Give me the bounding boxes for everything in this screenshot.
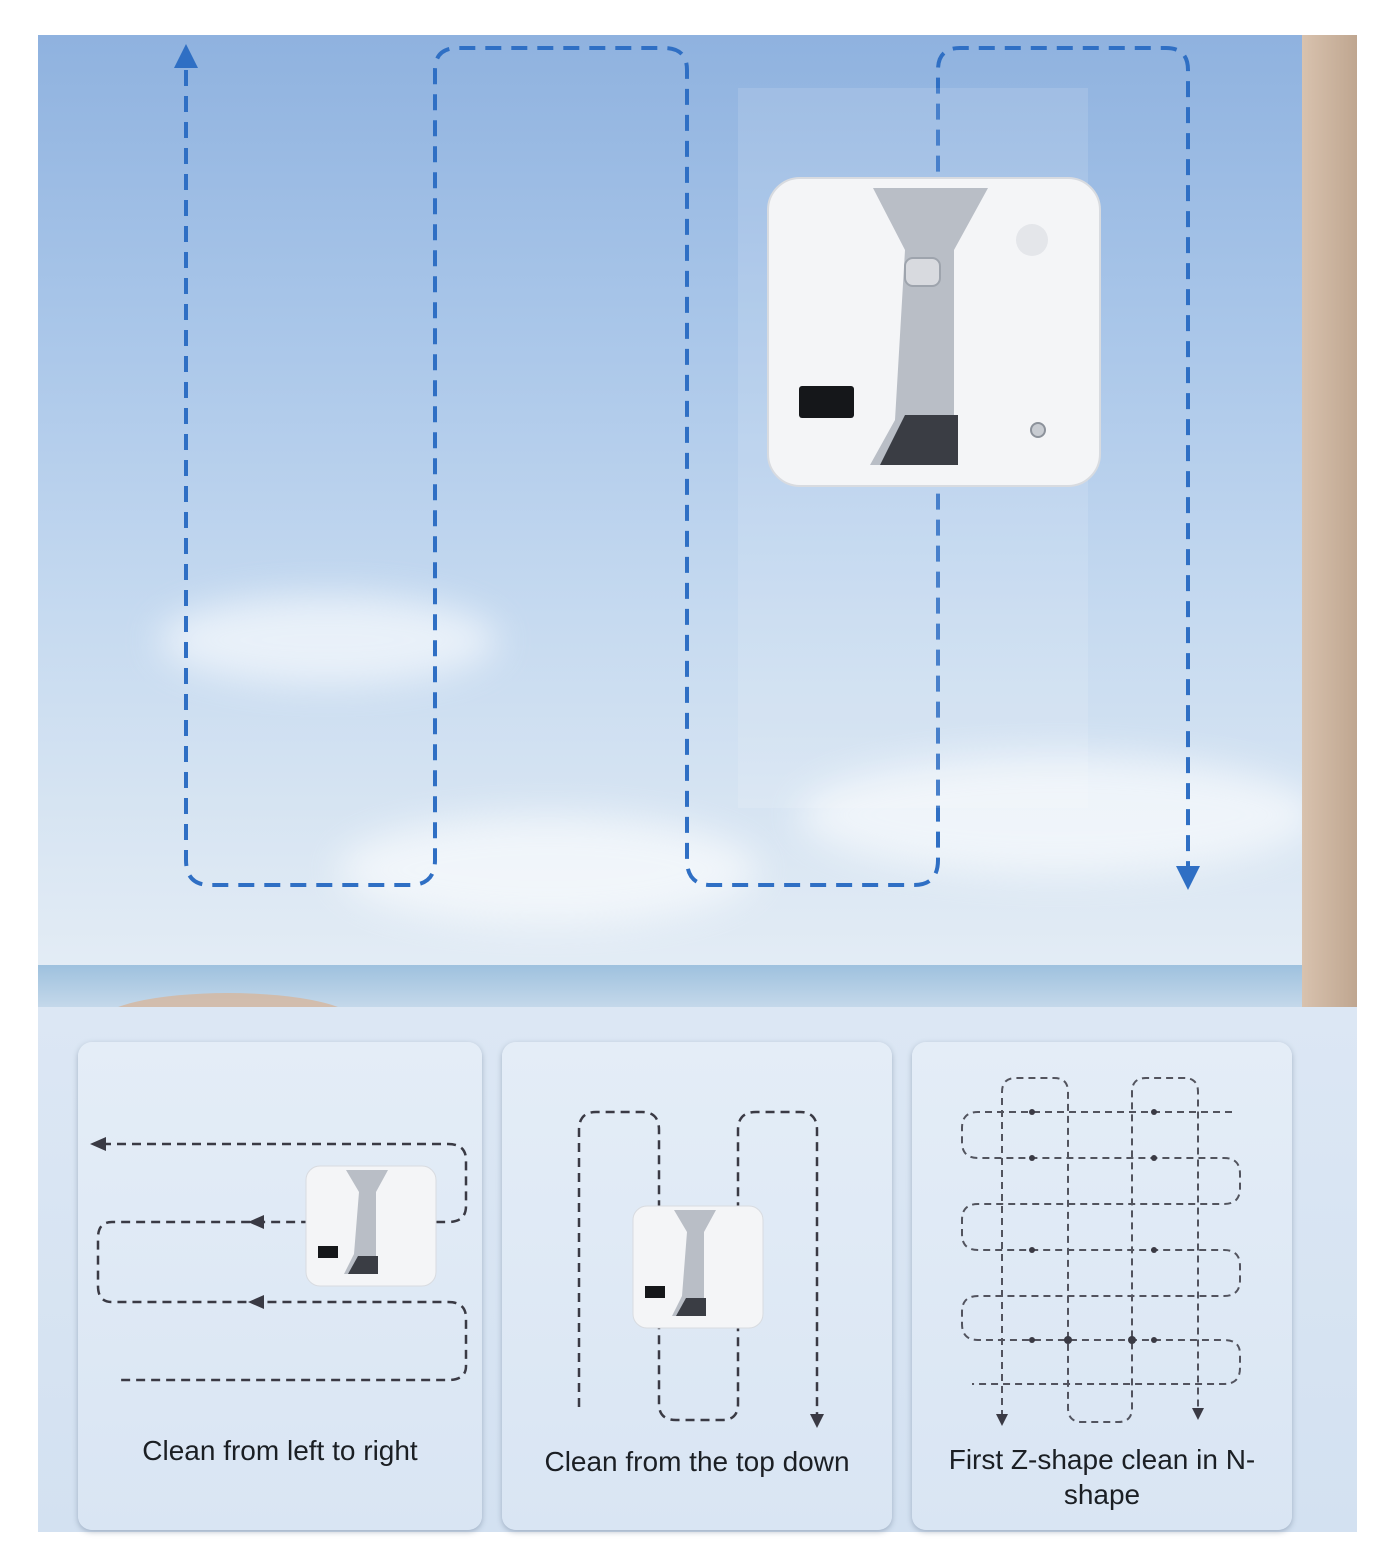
mode-card-top-down [502, 1042, 892, 1530]
arrow-left-icon [248, 1215, 264, 1229]
mode-label-z-n-shape: First Z-shape clean in N-shape [948, 1444, 1256, 1510]
mode-card-left-to-right [78, 1042, 482, 1530]
arrow-down-icon [996, 1414, 1008, 1426]
arrow-left-icon [248, 1295, 264, 1309]
arrow-down-icon [1192, 1408, 1204, 1420]
window-cleaning-robot-icon [633, 1206, 763, 1328]
window-cleaning-robot-icon [306, 1166, 436, 1286]
mode-label-top-down: Clean from the top down [544, 1446, 850, 1477]
mode-card-z-n-shape [912, 1042, 1292, 1530]
arrow-down-icon [810, 1414, 824, 1428]
mode-label-left-to-right: Clean from left to right [142, 1435, 418, 1466]
arrow-left-icon [90, 1137, 106, 1151]
